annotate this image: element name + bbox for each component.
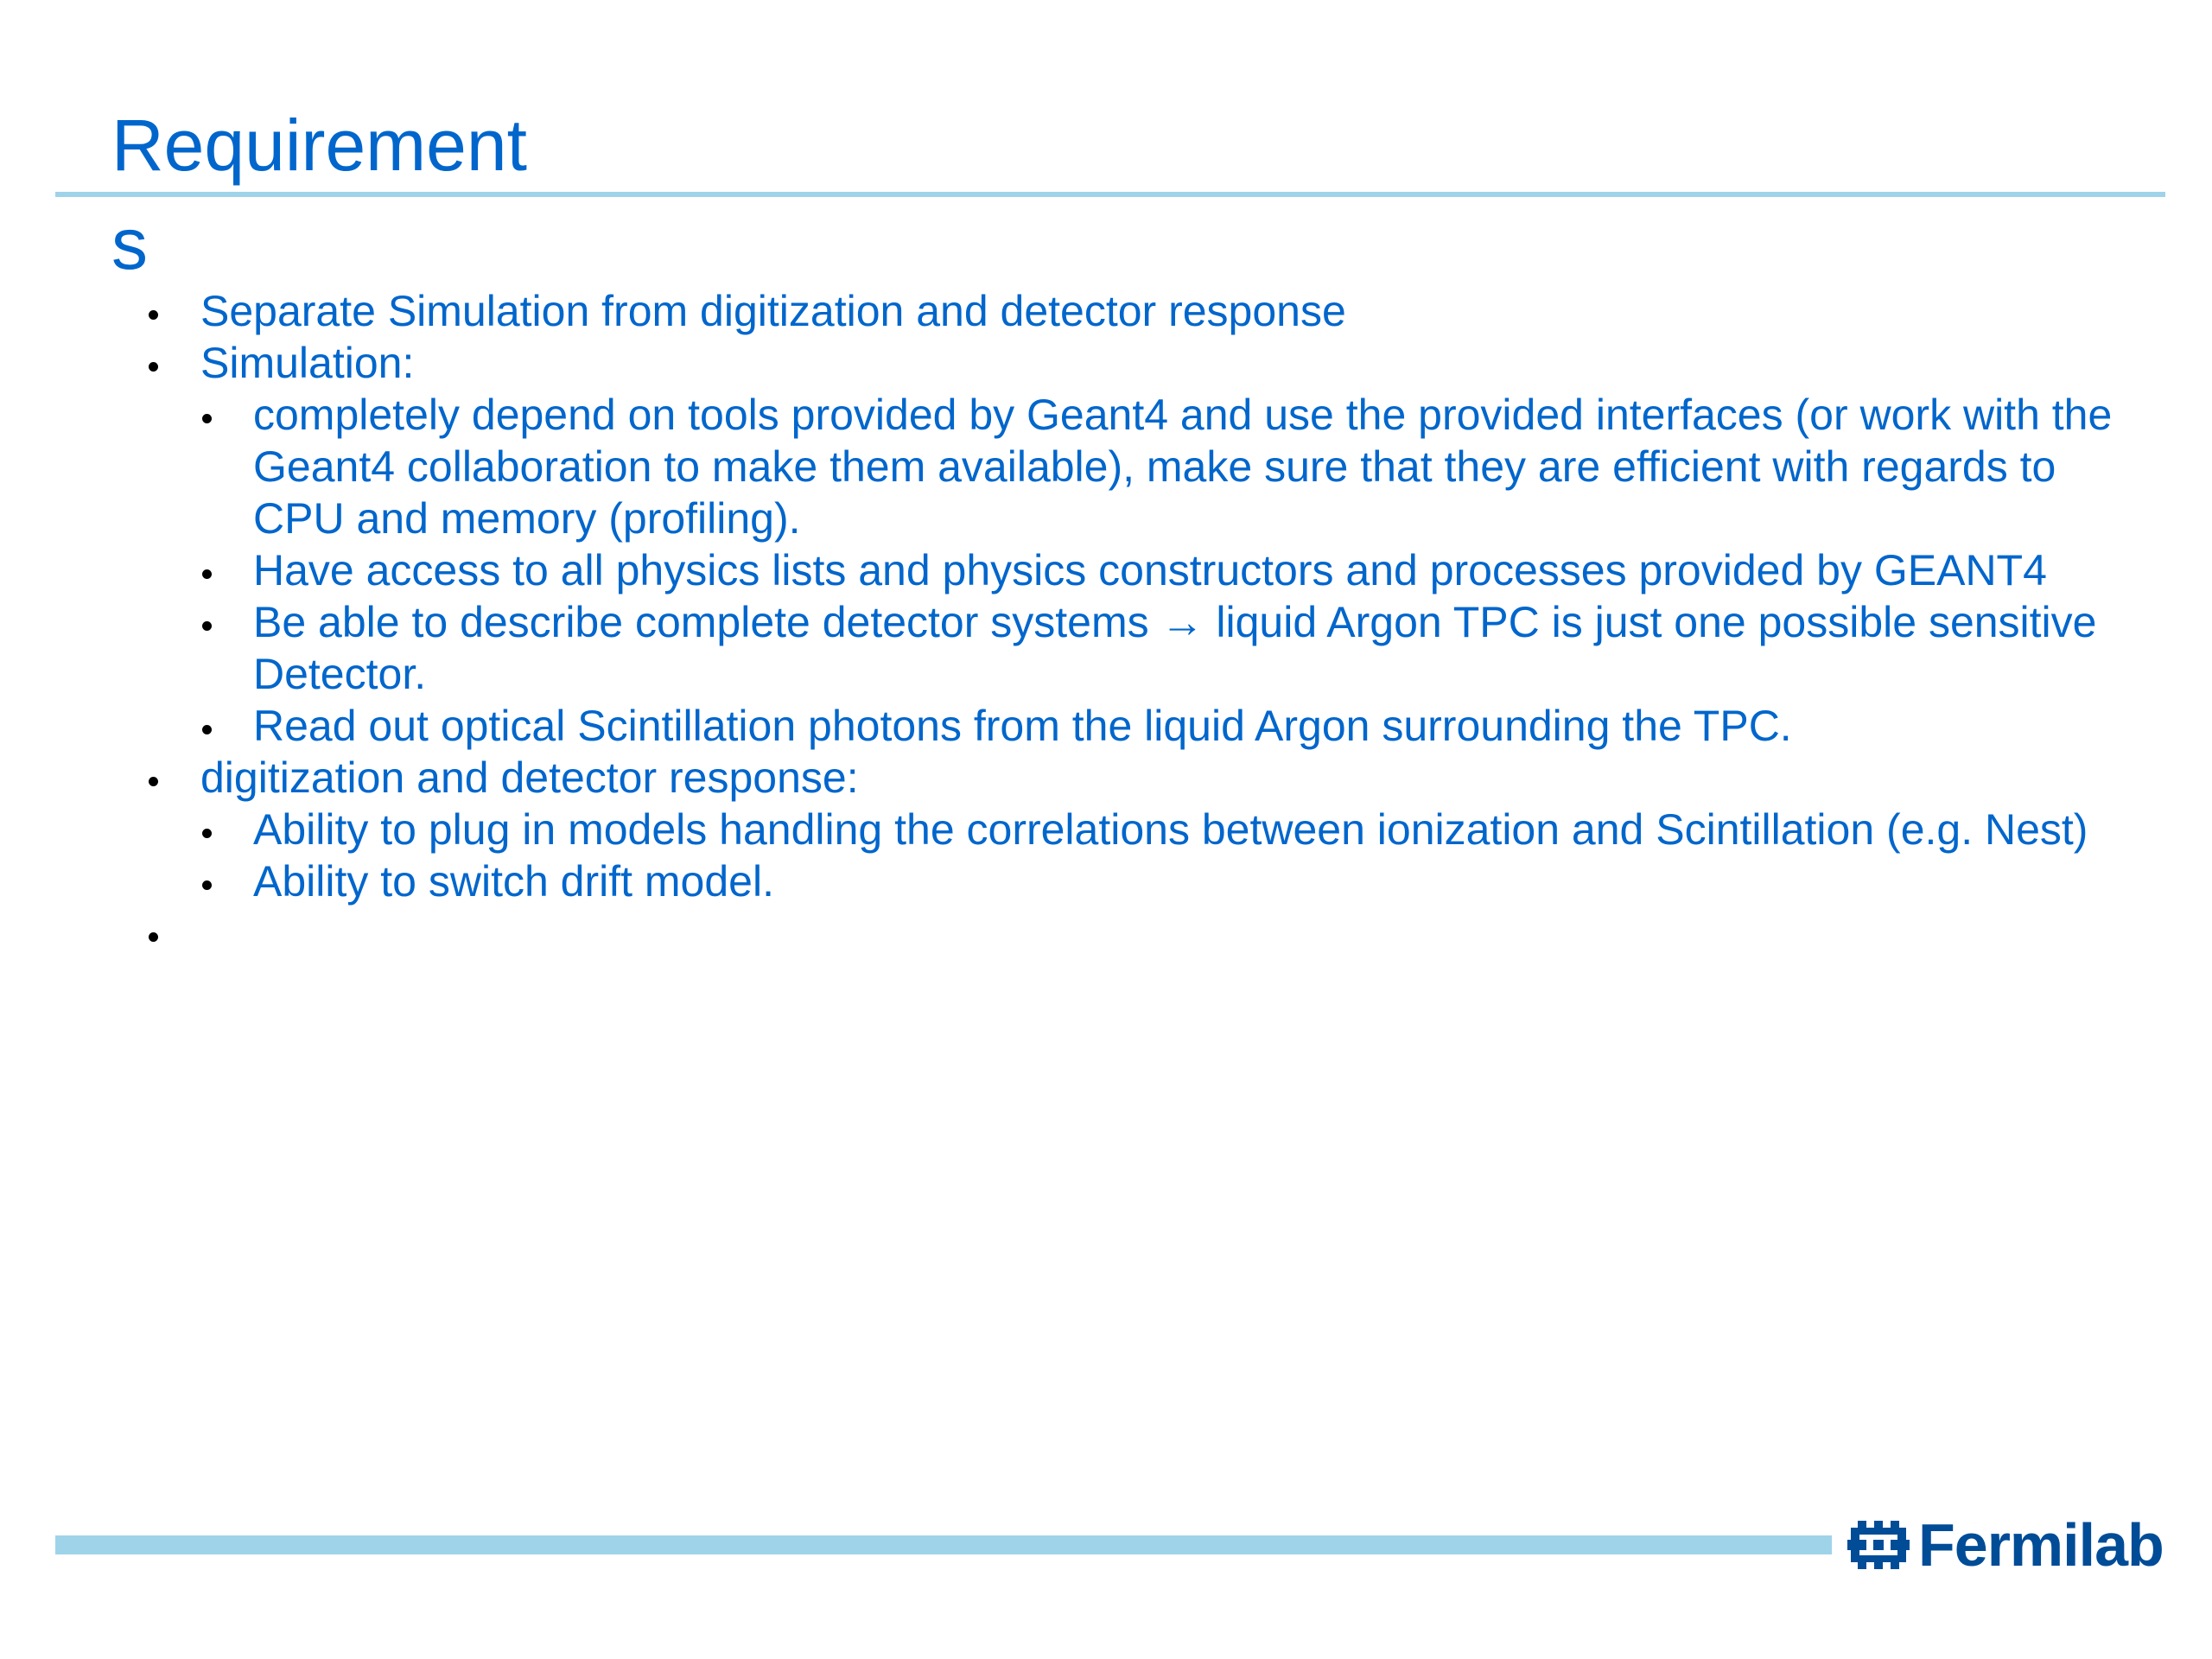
fermilab-logo	[1847, 1510, 2164, 1580]
bullet-text: Ability to switch drift model.	[253, 857, 774, 906]
fermilab-logo-icon	[1847, 1514, 1910, 1576]
bullet-text: Simulation:	[200, 339, 415, 387]
bullet-item	[0, 337, 2212, 389]
bullet-icon	[202, 414, 212, 423]
bullet-text: Read out optical Scintillation photons from the liquid Argon surrounding the TPC.	[253, 702, 1792, 750]
bullet-list	[0, 285, 2212, 959]
bullet-icon	[202, 621, 212, 631]
bullet-text: Be able to describe complete detector systems → liquid Argon TPC is just one possible sensitive Detector.	[253, 598, 2097, 698]
bullet-text: Separate Simulation from digitization and detector response	[200, 287, 1346, 335]
sub-bullet-item	[0, 544, 2120, 596]
bullet-icon	[149, 362, 158, 372]
bullet-icon	[202, 725, 212, 734]
bullet-icon	[149, 932, 158, 942]
bullet-item	[0, 285, 2212, 337]
bullet-item-empty	[0, 907, 2212, 959]
slide-title-continuation: s	[111, 203, 148, 284]
bullet-icon	[202, 569, 212, 579]
sub-bullet-item	[0, 596, 2120, 700]
bullet-icon	[202, 880, 212, 890]
slide-title: Requirement	[111, 105, 527, 186]
sub-bullet-item	[0, 855, 2120, 907]
sub-bullet-item	[0, 389, 2120, 544]
sub-bullet-item	[0, 700, 2120, 752]
bullet-text: Ability to plug in models handling the correlations between ionization and Scintillation (e.g. Nest)	[253, 805, 2088, 854]
sub-bullet-item	[0, 804, 2120, 855]
bullet-text: Have access to all physics lists and physics constructors and processes provided by GEANT4	[253, 546, 2047, 594]
bullet-text: completely depend on tools provided by Geant4 and use the provided interfaces (or work with the Geant4 collaboration to make them available), make sure that they are efficient with regards to CPU and memory (profiling).	[253, 391, 2113, 543]
bullet-item	[0, 752, 2212, 804]
bullet-text: digitization and detector response:	[200, 753, 859, 802]
fermilab-logo-text: Fermilab	[1918, 1511, 2164, 1579]
footer-bar	[55, 1535, 1832, 1554]
bullet-icon	[202, 829, 212, 838]
title-divider	[55, 192, 2165, 197]
bullet-icon	[149, 310, 158, 320]
bullet-icon	[149, 777, 158, 786]
